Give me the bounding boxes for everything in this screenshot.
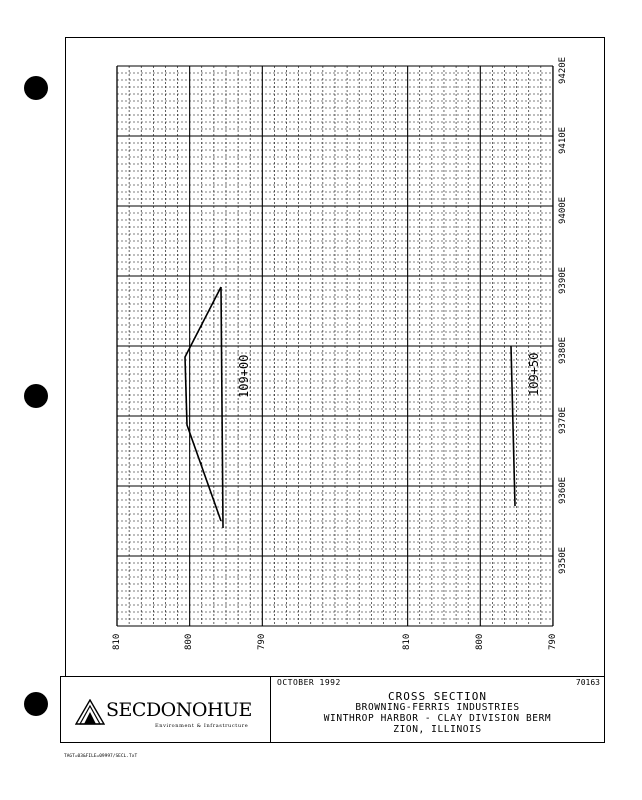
site-name: WINTHROP HARBOR - CLAY DIVISION BERM [323,713,552,724]
easting-label: 9350E [558,546,568,574]
site-location: ZION, ILLINOIS [393,724,482,735]
title-text [271,691,604,735]
elevation-label: 810 [112,633,122,650]
client-name: BROWNING-FERRIS INDUSTRIES [355,702,520,713]
station-label-109-00: 109+00 [237,354,251,398]
elevation-label: 800 [184,633,194,650]
drawing-date: OCTOBER 1992 [277,678,341,687]
binder-hole-bottom [24,692,48,716]
logo-panel [61,677,271,742]
section-109-50-vertical [511,346,515,506]
elevation-label: 800 [475,633,485,650]
section-109-00-vertical [221,287,223,528]
easting-label: 9370E [558,406,568,434]
easting-label: 9410E [558,126,568,154]
easting-label: 9380E [558,336,568,364]
file-reference: TAGT=03&FILE=09997/SECL.TxT [64,754,138,759]
elevation-label: 790 [257,633,267,650]
easting-label: 9400E [558,196,568,224]
grid-lines [117,66,553,626]
logo-tagline: Environment & Infrastructure [155,723,249,729]
easting-label: 9360E [558,476,568,504]
easting-label: 9390E [558,266,568,294]
project-number: 70163 [575,678,600,687]
drawing-title: CROSS SECTION [387,690,488,703]
elevation-label: 810 [402,633,412,650]
sec-donohue-logo-icon [75,699,105,725]
title-block [60,676,605,743]
section-profiles [185,287,515,528]
elevation-label: 790 [548,633,558,650]
station-label-109-50: 109+50 [527,352,541,396]
logo-wordmark: SECDONOHUE [106,699,252,721]
easting-label: 9420E [558,56,568,84]
